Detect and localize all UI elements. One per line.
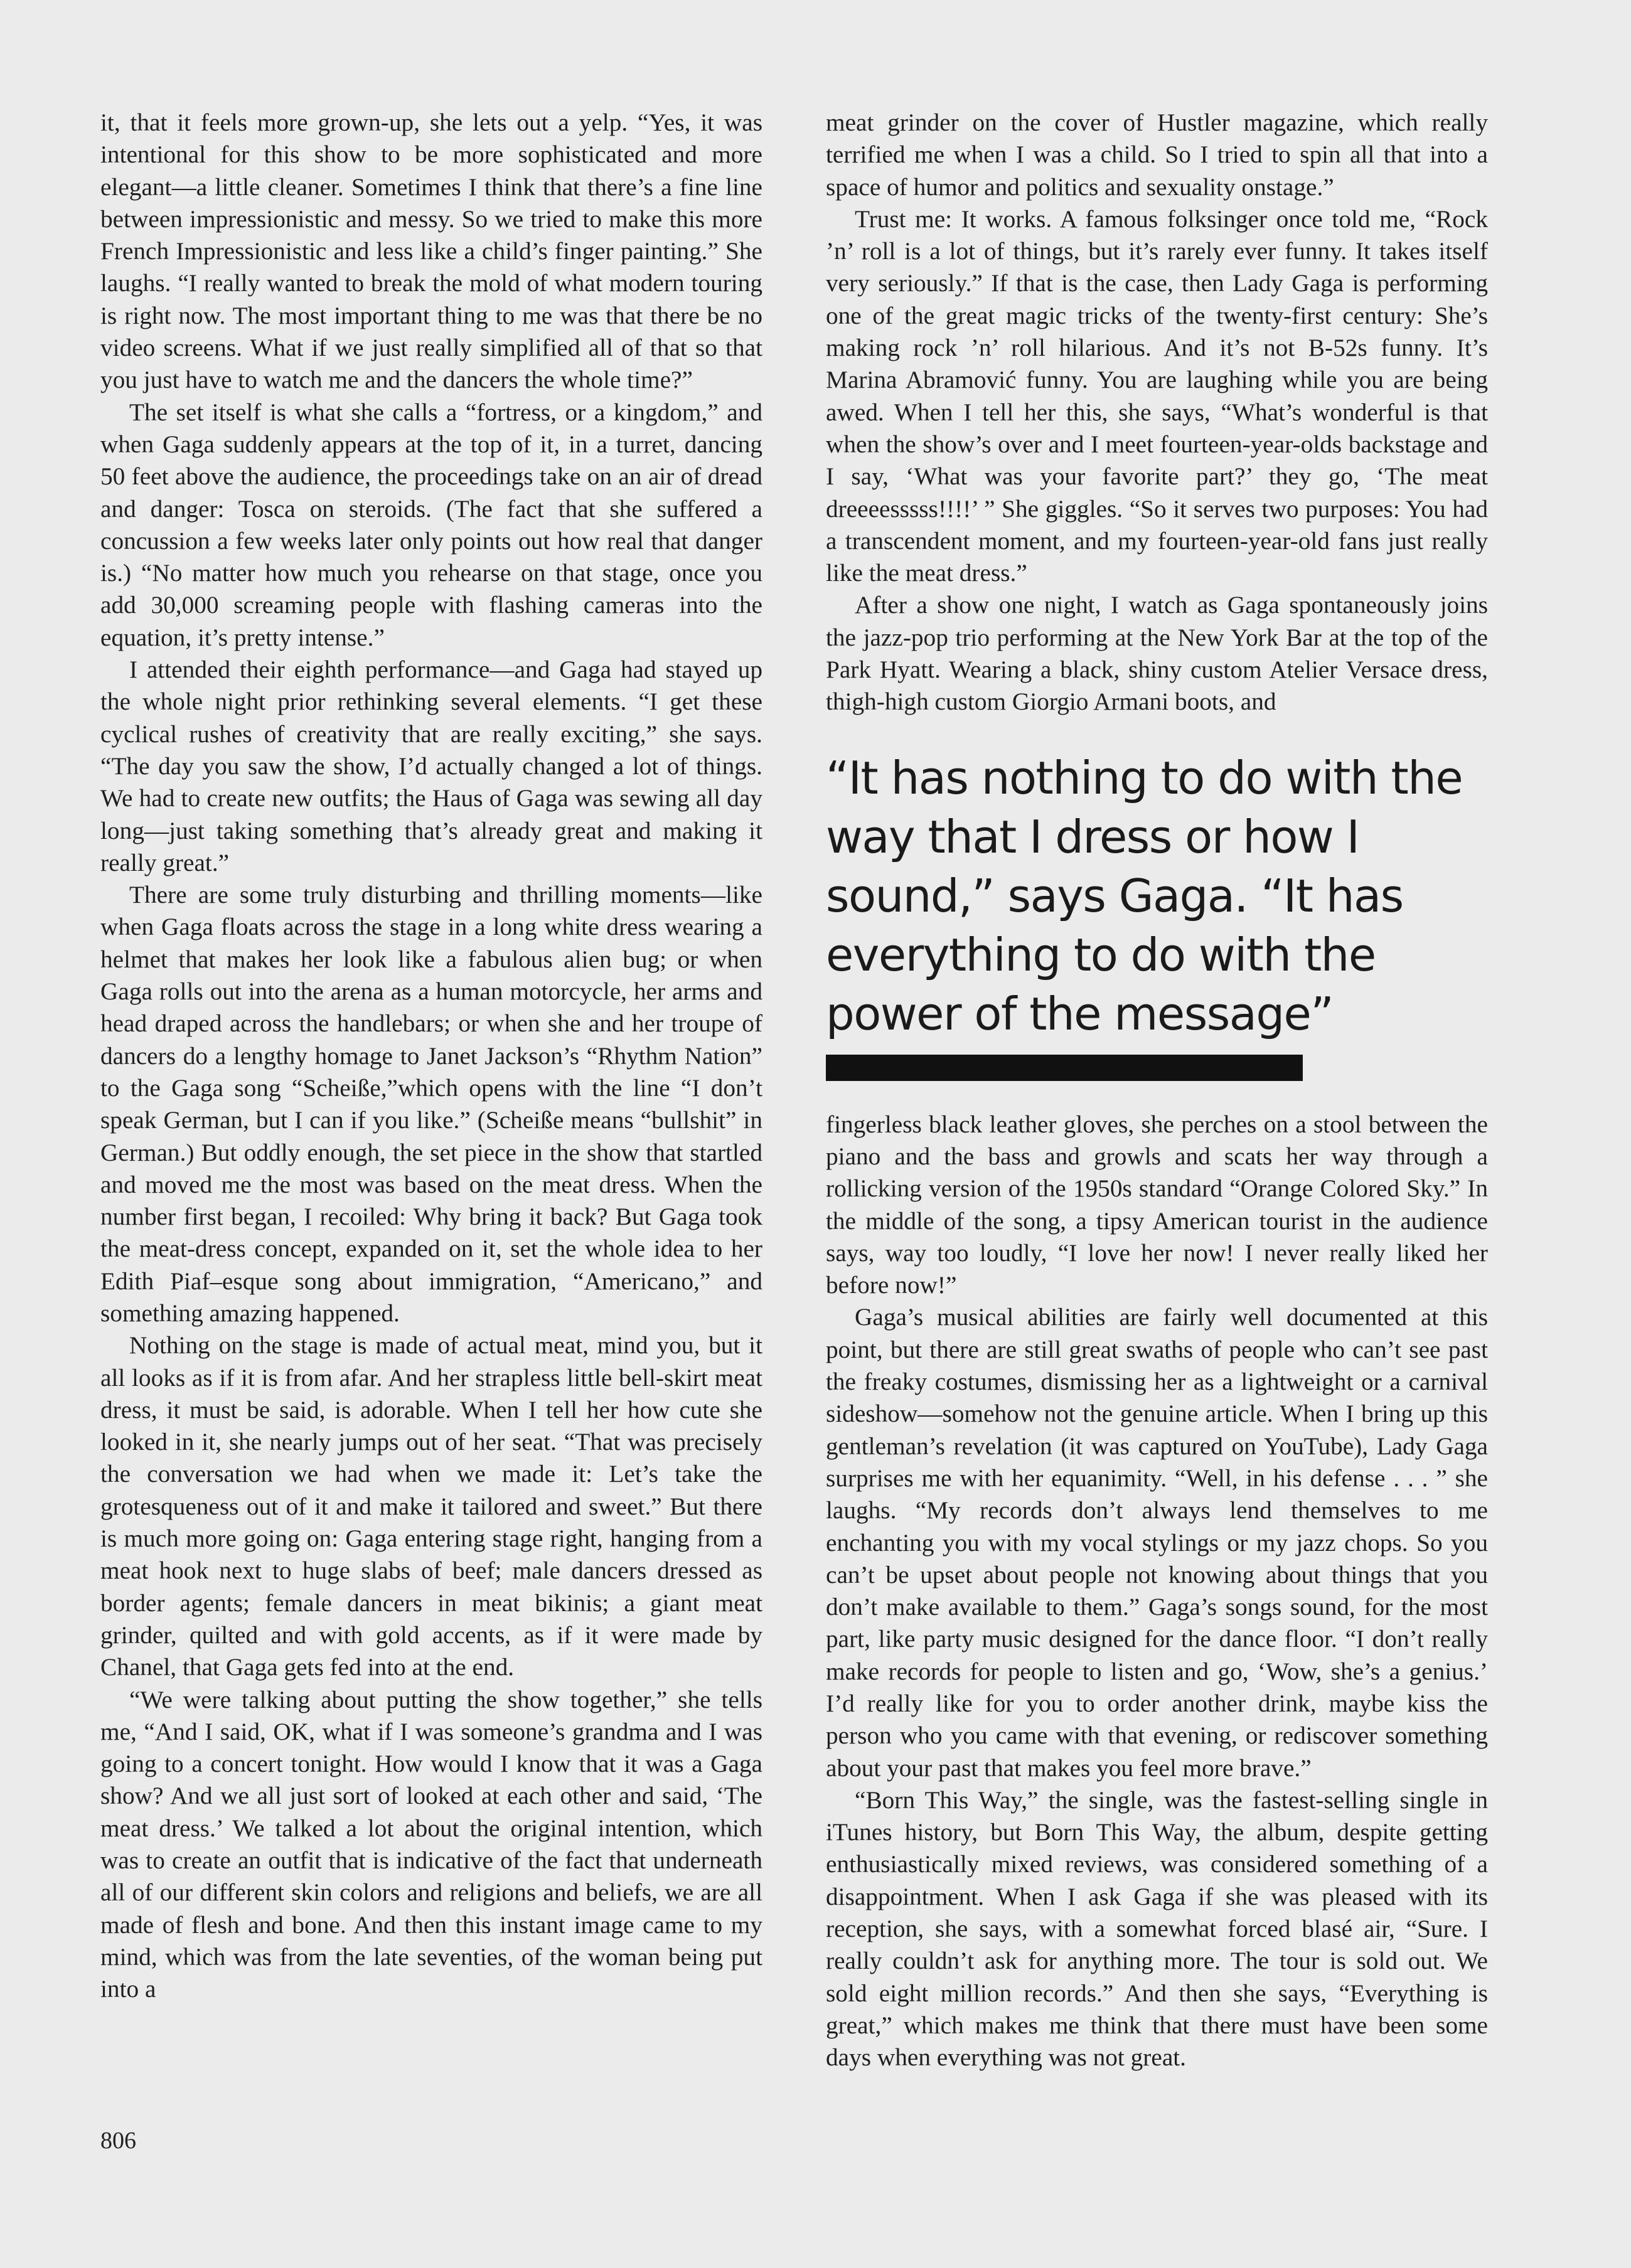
paragraph: I attended their eighth performance—and Gaga had stayed up the whole night prior rethinking several elements. “I get these cyclical rushes of creativity that are really exciting,” she says. “The day you saw the show, I’d actually changed a lot of things. We had to create new outfits; the Haus of Gaga was sewing all day long—just taking something that’s already great and making it really great.”: [100, 656, 762, 876]
paragraph: fingerless black leather gloves, she perches on a stool between the piano and the bass and growls and scats her way through a rollicking version of the 1950s standard “Orange Colored Sky.” In the middle of the song, a tipsy American tourist in the audience says, way too loudly, “I love her now! I never really liked her before now!”: [826, 1110, 1488, 1299]
paragraph: “Born This Way,” the single, was the fastest-selling single in iTunes history, but Born This Way, the album, despite getting enthusiastically mixed reviews, was considered something of a disappointment. When I ask Gaga if she was pleased with its reception, she says, with a somewhat forced blasé air, “Sure. I really couldn’t ask for anything more. The tour is sold out. We sold eight million records.” And then she says, “Everything is great,” which makes me think that there must have been some days when everything was not great.: [826, 1786, 1488, 2072]
paragraph: meat grinder on the cover of Hustler magazine, which really terrified me when I was a child. So I tried to spin all that into a space of humor and politics and sexuality onstage.”: [826, 109, 1488, 201]
pull-quote: “It has nothing to do with the way that I dress or how I sound,” says Gaga. “It has everything to do with the power of the message”: [826, 751, 1463, 1040]
paragraph: “We were talking about putting the show together,” she tells me, “And I said, OK, what if I was someone’s grandma and I was going to a concert tonight. How would I know that it was a Gaga show? And we all just sort of looked at each other and said, ‘The meat dress.’ We talked a lot about the original intention, which was to create an outfit that is indicative of the fact that underneath all of our different skin colors and religions and beliefs, we are all made of flesh and bone. And then this instant image came to my mind, which was from the late seventies, of the woman being put into a: [100, 1685, 762, 2003]
right-column: [826, 107, 1488, 2074]
paragraph: After a show one night, I watch as Gaga spontaneously joins the jazz-pop trio performing at the New York Bar at the top of the Park Hyatt. Wearing a black, shiny custom Atelier Versace dress, thigh-high custom Giorgio Armani boots, and: [826, 591, 1488, 716]
paragraph: Nothing on the stage is made of actual meat, mind you, but it all looks as if it is from afar. And her strapless little bell-skirt meat dress, it must be said, is adorable. When I tell her how cute she looked in it, she nearly jumps out of her seat. “That was precisely the conversation we had when we made it: Let’s take the grotesqueness out of it and make it tailored and sweet.” But there is much more going on: Gaga entering stage right, hanging from a meat hook next to huge slabs of beef; male dancers dressed as border agents; female dancers in meat bikinis; a giant meat grinder, quilted and with gold accents, as if it were made by Chanel, that Gaga gets fed into at the end.: [100, 1331, 762, 1681]
paragraph: Trust me: It works. A famous folksinger once told me, “Rock ’n’ roll is a lot of things, but it’s rarely ever funny. It takes itself very seriously.” If that is the case, then Lady Gaga is performing one of the great magic tricks of the twenty-first century: She’s making rock ’n’ roll hilarious. And it’s not B-52s funny. It’s Marina Abramović funny. You are laughing while you are being awed. When I tell her this, she says, “What’s wonderful is that when the show’s over and I meet fourteen-year-olds backstage and I say, ‘What was your favorite part?’ they go, ‘The meat dreeeesssss!!!!’ ” She giggles. “So it serves two purposes: You had a transcendent moment, and my fourteen-year-old fans just really like the meat dress.”: [826, 205, 1488, 587]
page-number: 806: [100, 2127, 136, 2154]
paragraph: There are some truly disturbing and thrilling moments—like when Gaga floats across the stage in a long white dress wearing a helmet that makes her look like a fabulous alien bug; or when Gaga rolls out into the arena as a human motorcycle, her arms and head draped across the handlebars; or when she and her troupe of dancers do a lengthy homage to Janet Jackson’s “Rhythm Nation” to the Gaga song “Scheiße,”which opens with the line “I don’t speak German, but I can if you like.” (Scheiße means “bullshit” in German.) But oddly enough, the set piece in the show that startled and moved me the most was based on the meat dress. When the number first began, I recoiled: Why bring it back? But Gaga took the meat-dress concept, expanded on it, set the whole idea to her Edith Piaf–esque song about immigration, “Americano,” and something amazing happened.: [100, 881, 762, 1327]
paragraph: Gaga’s musical abilities are fairly well documented at this point, but there are still great swaths of people who can’t see past the freaky costumes, dismissing her as a lightweight or a carnival sideshow—somehow not the genuine article. When I bring up this gentleman’s revelation (it was captured on YouTube), Lady Gaga surprises me with her equanimity. “Well, in his defense . . . ” she laughs. “My records don’t always lend themselves to me enchanting you with my vocal stylings or my jazz chops. So you can’t be upset about people not knowing about things that you don’t make available to them.” Gaga’s songs sound, for the most part, like party music designed for the dance floor. “I don’t really make records for people to listen and go, ‘Wow, she’s a genius.’ I’d really like for you to order another drink, maybe kiss the person who you came with that evening, or rediscover something about your past that makes you feel more brave.”: [826, 1303, 1488, 1782]
pull-quote-bar: [826, 1055, 1303, 1081]
left-column: [100, 107, 762, 2006]
paragraph: it, that it feels more grown-up, she lets out a yelp. “Yes, it was intentional for this show to be more sophisticated and more elegant—a little cleaner. Sometimes I think that there’s a fine line between impressionistic and messy. So we tried to make this more French Impressionistic and less like a child’s finger painting.” She laughs. “I really wanted to break the mold of what modern touring is right now. The most important thing to me was that there be no video screens. What if we just really simplified all of that so that you just have to watch me and the dancers the whole time?”: [100, 109, 762, 394]
paragraph: The set itself is what she calls a “fortress, or a kingdom,” and when Gaga suddenly appears at the top of it, in a turret, dancing 50 feet above the audience, the proceedings take on an air of dread and danger: Tosca on steroids. (The fact that she suffered a concussion a few weeks later only points out how real that danger is.) “No matter how much you rehearse on that stage, once you add 30,000 screaming people with flashing cameras into the equation, it’s pretty intense.”: [100, 398, 762, 651]
